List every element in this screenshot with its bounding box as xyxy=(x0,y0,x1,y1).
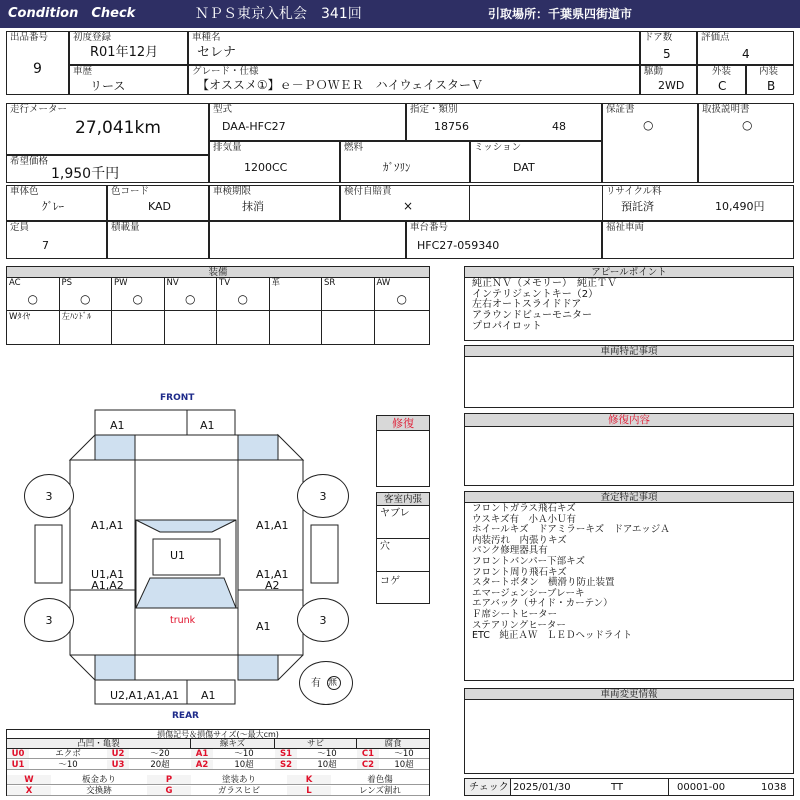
equipment-label: NV xyxy=(166,278,179,288)
equipment-cell xyxy=(165,278,218,311)
load-capacity-cell xyxy=(107,221,209,259)
vehicle-special-notes xyxy=(464,345,794,408)
spare-yes-label: 有 xyxy=(311,678,321,689)
inspection-note-line: フロントガラス飛石キズ xyxy=(472,503,576,514)
history-cell xyxy=(69,65,188,95)
inspection-notes-title: 査定特記事項 xyxy=(465,492,793,503)
score-label: 評価点 xyxy=(701,32,730,43)
left-mirror xyxy=(35,525,62,583)
legend-desc: ～10 xyxy=(297,749,357,759)
legend-code: S2 xyxy=(275,760,297,770)
color-code-cell xyxy=(107,185,209,221)
right-taillight-zone xyxy=(238,655,278,680)
legend-code: A2 xyxy=(191,760,213,770)
tire-rear-right-icon xyxy=(297,598,349,642)
legend-desc: エクボ xyxy=(29,749,107,759)
inspection-note-line: スタートボタン 横滑り防止装置 xyxy=(472,577,615,589)
legend-header: 腐食 xyxy=(357,739,429,749)
legend-code: S1 xyxy=(275,749,297,759)
equipment-mark: ○ xyxy=(132,292,143,306)
exterior-value: C xyxy=(718,79,727,93)
color-code-label: 色コード xyxy=(111,186,150,197)
repair-content-title: 修復内容 xyxy=(465,414,793,427)
spec-value-2: 48 xyxy=(552,120,566,133)
first-registration-label: 初度登録 xyxy=(73,32,112,43)
lot-number-label: 出品番号 xyxy=(10,32,49,43)
legend-desc: ～10 xyxy=(379,749,429,759)
drive-label: 駆動 xyxy=(644,66,664,77)
displacement-label: 排気量 xyxy=(213,142,242,153)
spec-value-1: 18756 xyxy=(434,120,469,133)
manual-label: 取扱説明書 xyxy=(702,104,750,115)
capacity-cell xyxy=(6,221,107,259)
equipment-extra-cell xyxy=(270,311,323,344)
warranty-value: ○ xyxy=(643,118,654,132)
pickup-location: 引取場所：千葉県四街道市 xyxy=(488,7,633,21)
car-name-cell xyxy=(188,31,640,65)
equipment-label: AC xyxy=(9,278,21,288)
tire-front-left-icon xyxy=(24,474,74,518)
spec-cell xyxy=(406,103,602,141)
mark-rear-bumper-right: A1 xyxy=(201,689,216,702)
chassis-cell xyxy=(406,221,602,259)
first-registration-cell xyxy=(69,31,188,65)
legend-desc: 20超 xyxy=(129,760,191,770)
spec-label: 指定・類別 xyxy=(410,104,458,115)
inspection-expiry-label: 車検期限 xyxy=(213,186,252,197)
footer-divider xyxy=(668,779,669,795)
equipment-label: PW xyxy=(114,278,128,288)
model-cell xyxy=(209,103,406,141)
body-color-cell xyxy=(6,185,107,221)
legend-code: W xyxy=(7,775,51,785)
capacity-value: 7 xyxy=(42,239,49,252)
equipment-title: 装備 xyxy=(7,267,429,278)
auction-name: ＮＰＳ東京入札会 341回 xyxy=(195,6,362,22)
doors-cell xyxy=(640,31,697,65)
mission-cell xyxy=(470,141,602,183)
repair-content xyxy=(464,413,794,486)
check-number: 1038 xyxy=(761,782,787,793)
legend-header: サビ xyxy=(275,739,357,749)
equipment-extra-cell xyxy=(60,311,113,344)
rear-label: REAR xyxy=(172,711,199,721)
equipment-mark: ○ xyxy=(80,292,91,306)
mission-label: ミッション xyxy=(474,142,522,153)
legend-desc: ～10 xyxy=(29,760,107,770)
displacement-value: 1200CC xyxy=(244,161,288,174)
legend-desc: 10超 xyxy=(297,760,357,770)
grade-cell xyxy=(188,65,640,95)
fuel-cell xyxy=(340,141,470,183)
exterior-cell xyxy=(697,65,746,95)
interior-score-value: B xyxy=(767,79,776,93)
doors-label: ドア数 xyxy=(644,32,673,43)
equipment-table xyxy=(6,266,430,345)
equipment-extra-cell xyxy=(7,311,60,344)
row3-blank-cell xyxy=(470,185,602,221)
model-value: DAA-HFC27 xyxy=(222,120,286,133)
exterior-label: 外装 xyxy=(712,66,732,77)
displacement-cell xyxy=(209,141,340,183)
mileage-value: 27,041km xyxy=(75,118,161,138)
color-code-value: KAD xyxy=(148,200,172,213)
legend-code: U2 xyxy=(107,749,129,759)
equipment-extra-cell xyxy=(217,311,270,344)
price-label: 希望価格 xyxy=(10,156,49,167)
equipment-cell xyxy=(270,278,323,311)
legend-desc: 10超 xyxy=(379,760,429,770)
appeal-line: アラウンドビューモニター xyxy=(472,310,592,321)
equipment-mark: ○ xyxy=(27,292,38,306)
appeal-title: アピールポイント xyxy=(465,267,793,278)
check-code: 00001-00 xyxy=(677,782,726,793)
inspection-expiry-cell xyxy=(209,185,340,221)
legend-code: U1 xyxy=(7,760,29,770)
interior-burn-label: コゲ xyxy=(380,576,400,587)
equipment-extra-cell xyxy=(322,311,375,344)
equipment-extra-label: Wﾀｲﾔ xyxy=(9,312,31,322)
inspection-note-line: Ｆ席シートヒーター xyxy=(472,609,558,620)
equipment-cell xyxy=(217,278,270,311)
mileage-label: 走行メーター xyxy=(10,104,68,115)
equipment-cell xyxy=(7,278,60,311)
change-info-title: 車両変更情報 xyxy=(465,689,793,700)
legend-code: P xyxy=(147,775,191,785)
legend-desc: ガラスヒビ xyxy=(191,786,287,796)
legend-desc: ～20 xyxy=(129,749,191,759)
mark-left-rear-door: U1,A1 A1,A2 xyxy=(91,568,125,592)
price-value: 1,950千円 xyxy=(51,166,120,182)
interior-row-hole xyxy=(377,539,429,572)
inspection-note-line: エアバック（サイド・カーテン） xyxy=(472,598,613,610)
check-label: チェック xyxy=(469,782,509,793)
right-headlight-zone xyxy=(238,435,278,460)
body-color-label: 車体色 xyxy=(10,186,39,197)
legend-body xyxy=(7,739,429,795)
warranty-cell xyxy=(602,103,698,183)
interior-title: 客室内張 xyxy=(377,493,429,506)
mark-front-left: A1 xyxy=(110,419,125,432)
legend-code: U0 xyxy=(7,749,29,759)
inspection-note-line: ホイールキズ ドアミラーキズ ドアエッジＡ xyxy=(472,524,670,536)
recycle-status-value: 預託済 xyxy=(621,200,654,213)
equipment-mark: ○ xyxy=(185,292,196,306)
check-label-cell xyxy=(465,779,511,795)
tire-front-right-icon xyxy=(297,474,349,518)
mission-value: DAT xyxy=(513,161,535,174)
history-label: 車歴 xyxy=(73,66,93,77)
welfare-cell xyxy=(602,221,794,259)
spare-no-label: 無 xyxy=(328,678,338,688)
header-bar xyxy=(0,0,800,28)
mark-right-rear-door: A1,A1 A2 xyxy=(256,568,289,592)
chassis-value: HFC27-059340 xyxy=(417,239,500,252)
recycle-cell xyxy=(602,185,794,221)
interior-condition xyxy=(376,492,430,604)
mark-right-front-door: A1,A1 xyxy=(256,519,289,532)
legend-desc: ～10 xyxy=(213,749,275,759)
inspection-note-line: ETC 純正ＡＷ ＬＥＤヘッドライト xyxy=(472,630,633,642)
inspection-note-line: フロントバンパー下部キズ xyxy=(472,556,585,567)
interior-tear-label: ヤブレ xyxy=(380,508,410,519)
mark-roof: U1 xyxy=(170,549,186,562)
legend-code: K xyxy=(287,775,331,785)
price-cell xyxy=(6,155,209,183)
inspection-notes xyxy=(464,491,794,681)
capacity-label: 定員 xyxy=(10,222,30,233)
manual-value: ○ xyxy=(742,118,753,132)
liability-label: 検付自賠責 xyxy=(344,186,392,197)
fuel-value: ｶﾞｿﾘﾝ xyxy=(383,161,411,174)
equipment-cell xyxy=(322,278,375,311)
liability-value: × xyxy=(403,199,414,213)
roof xyxy=(153,539,220,575)
interior-row-tear xyxy=(377,506,429,539)
liability-cell xyxy=(340,185,470,221)
legend-desc: レンズ割れ xyxy=(331,786,429,796)
lot-number-cell xyxy=(6,31,69,95)
legend-desc: 板金あり xyxy=(51,775,147,785)
page-title: Condition Check xyxy=(8,6,136,21)
grade-value: 【オススメ①】ｅ－ＰＯＷＥＲ ハイウェイスターＶ xyxy=(197,78,484,92)
legend-desc: 着色傷 xyxy=(331,775,429,785)
welfare-label: 福祉車両 xyxy=(606,222,645,233)
model-label: 型式 xyxy=(213,104,233,115)
tire-front-right-value: 3 xyxy=(319,490,327,503)
car-name-label: 車種名 xyxy=(192,32,221,43)
equipment-extra-label: 左ﾊﾝﾄﾞﾙ xyxy=(61,312,92,322)
inspection-note-line: エマージェンシーブレーキ xyxy=(472,587,585,599)
legend-title: 損傷記号＆損傷サイズ(～最大cm) xyxy=(7,730,429,739)
appeal-line: プロパイロット xyxy=(472,321,542,332)
left-taillight-zone xyxy=(95,655,135,680)
equipment-label: SR xyxy=(324,278,336,288)
legend-code: C1 xyxy=(357,749,379,759)
mark-left-front-door: A1,A1 xyxy=(91,519,124,532)
appeal-points xyxy=(464,266,794,341)
right-mirror xyxy=(311,525,338,583)
equipment-label: 革 xyxy=(271,278,281,288)
vehicle-change-info xyxy=(464,688,794,774)
body-color-value: ｸﾞﾚｰ xyxy=(42,200,64,213)
legend-code: C2 xyxy=(357,760,379,770)
left-rear-panel xyxy=(70,590,135,655)
equipment-cell xyxy=(375,278,430,311)
legend-desc: 交換跡 xyxy=(51,786,147,796)
appeal-line: インテリジェントキー（2） xyxy=(472,289,599,300)
history-value: リース xyxy=(90,79,126,93)
mark-front-right: A1 xyxy=(200,419,215,432)
lot-number-value: 9 xyxy=(33,61,42,77)
inspection-note-line: 内装汚れ 内張りキズ xyxy=(472,534,567,546)
legend-code: L xyxy=(287,786,331,796)
footer-check-row xyxy=(464,778,794,796)
special-notes-title: 車両特記事項 xyxy=(465,346,793,357)
inspection-note-line: ステアリングヒーター xyxy=(472,619,566,631)
equipment-label: TV xyxy=(219,278,231,288)
car-name-value: セレナ xyxy=(197,45,237,60)
windshield xyxy=(136,520,236,532)
interior-score-label: 内装 xyxy=(759,66,779,77)
equipment-label: PS xyxy=(61,278,73,288)
inspection-note-line: ウスキズ有 小Ａ小Ｕ有 xyxy=(472,513,577,525)
legend-header: 線キズ xyxy=(191,739,275,749)
equipment-extra-cell xyxy=(165,311,218,344)
legend-header: 凸凹・亀裂 xyxy=(7,739,191,749)
drive-cell xyxy=(640,65,697,95)
appeal-line: 左右オートスライドドア xyxy=(472,299,582,310)
doors-value: 5 xyxy=(663,47,671,61)
equipment-cell xyxy=(112,278,165,311)
front-label: FRONT xyxy=(160,393,195,403)
equipment-label: AW xyxy=(376,278,391,288)
recycle-label: リサイクル料 xyxy=(606,186,662,197)
equipment-grid xyxy=(7,278,429,344)
equipment-mark: ○ xyxy=(396,292,407,306)
equipment-mark: ○ xyxy=(237,292,248,306)
inspection-note-line: フロント周り飛石キズ xyxy=(472,566,567,578)
fuel-label: 燃料 xyxy=(344,142,364,153)
first-registration-value: R01年12月 xyxy=(90,45,159,60)
check-inspector: TT xyxy=(611,782,624,793)
inspection-note-line: パンク修理器具有 xyxy=(472,545,548,557)
manual-cell xyxy=(698,103,794,183)
equipment-cell xyxy=(60,278,113,311)
repair-box xyxy=(376,415,430,487)
legend-code: A1 xyxy=(191,749,213,759)
left-headlight-zone xyxy=(95,435,135,460)
trunk-label: trunk xyxy=(170,615,196,626)
tire-rear-left-icon xyxy=(24,598,74,642)
score-value: 4 xyxy=(742,47,750,61)
equipment-extra-cell xyxy=(112,311,165,344)
equipment-extra-cell xyxy=(375,311,430,344)
mark-rear-bumper-left: U2,A1,A1,A1 xyxy=(110,689,180,702)
load-capacity-label: 積載量 xyxy=(111,222,140,233)
legend-desc: 塗装あり xyxy=(191,775,287,785)
tire-rear-right-value: 3 xyxy=(319,614,327,627)
rear-glass xyxy=(136,578,236,608)
recycle-amount-value: 10,490円 xyxy=(715,200,765,213)
appeal-line: 純正ＮＶ（メモリー） 純正ＴＶ xyxy=(472,278,617,289)
drive-value: 2WD xyxy=(658,79,685,92)
warranty-label: 保証書 xyxy=(606,104,635,115)
mark-right-rear-fender: A1 xyxy=(256,620,271,633)
chassis-label: 車台番号 xyxy=(410,222,449,233)
spare-tire-icon xyxy=(299,661,353,705)
row4-blank-cell xyxy=(209,221,406,259)
interior-score-cell xyxy=(746,65,794,95)
legend-code: X xyxy=(7,786,51,796)
legend-code: U3 xyxy=(107,760,129,770)
grade-label: グレード・仕様 xyxy=(192,66,259,77)
inspection-expiry-value: 抹消 xyxy=(242,200,264,213)
mileage-cell xyxy=(6,103,209,155)
legend-desc: 10超 xyxy=(213,760,275,770)
check-date: 2025/01/30 xyxy=(513,782,571,793)
interior-row-burn xyxy=(377,572,429,603)
interior-hole-label: 穴 xyxy=(380,541,390,552)
score-cell xyxy=(697,31,794,65)
tire-front-left-value: 3 xyxy=(45,490,53,503)
repair-label: 修復 xyxy=(377,416,429,431)
tire-rear-left-value: 3 xyxy=(45,614,53,627)
damage-legend xyxy=(6,729,430,796)
legend-code: G xyxy=(147,786,191,796)
